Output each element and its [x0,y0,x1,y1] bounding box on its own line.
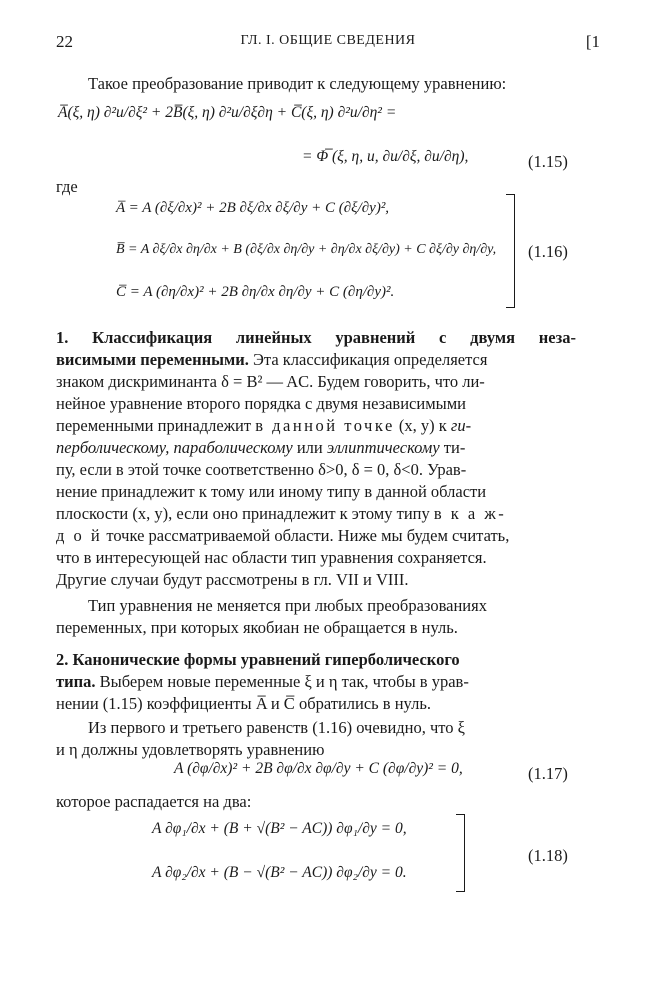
section1-line1 [56,350,576,370]
section1-line4-b: (x, y) к [398,416,447,435]
section2-line4: и η должны удовлетворять уравнению [56,740,325,759]
section1-heading-b: висимыми переменными. [56,350,249,369]
section1-heading-a: 1. Классификация линейных уравнений с двумя неза- [56,328,576,347]
section2-line1-rest: Выберем новые переменные ξ и η так, чтобы в урав- [99,672,469,691]
where-label: где [56,177,78,196]
section1-line5-b: ти- [443,438,466,457]
section1-para2-line2: переменных, при которых якобиан не обращается в нуль. [56,618,458,637]
intro-text: Такое преобразование приводит к следующему уравнению: [88,74,507,93]
equation-1-17-number: (1.17) [528,764,568,783]
splits-text: которое распадается на два: [56,792,252,811]
equation-1-18-a: A ∂φ₁/∂x + (B + √(B² − AC)) ∂φ₁/∂y = 0, [152,820,407,837]
section1-line6: пу, если в этой точке соответственно δ>0, δ = 0, δ<0. Урав- [56,460,467,479]
section2-line3: Из первого и третьего равенств (1.16) очевидно, что ξ [88,718,466,737]
section2-line1 [56,672,469,692]
equation-1-15-line1: A̅(ξ, η) ∂²u/∂ξ² + 2B̅(ξ, η) ∂²u/∂ξ∂η + C̅(ξ, η) ∂²u/∂η² = [58,104,397,121]
equation-1-18-brace [456,814,465,892]
section1-line4 [56,416,471,436]
section1-line8-a: плоскости (x, y), если оно принадлежит к этому типу [56,504,430,523]
running-header [56,32,600,56]
section2-heading-line [56,650,460,670]
section1-line9-spaced: д о й [56,526,103,545]
equation-1-16-a: A̅ = A (∂ξ/∂x)² + 2B ∂ξ/∂x ∂ξ/∂y + C (∂ξ/∂y)², [116,200,390,216]
equation-1-16-c: C̅ = A (∂η/∂x)² + 2B ∂η/∂x ∂η/∂y + C (∂η/∂y)². [116,284,395,300]
section1-line4-spaced: в данной точке [255,416,395,435]
section2-heading-b: типа. [56,672,96,691]
section1-line5-italic: перболическому, параболическому [56,438,293,457]
section1-line9-b: точке рассматриваемой области. Ниже мы будем считать, [106,526,510,545]
equation-1-16-number: (1.16) [528,242,568,261]
equation-1-15-number: (1.15) [528,152,568,171]
section1-line7: нение принадлежит к тому или иному типу в данной области [56,482,487,501]
section1-line4-a: переменными принадлежит [56,416,252,435]
section2-line2: нении (1.15) коэффициенты A̅ и C̅ обратились в нуль. [56,694,431,713]
section1-line3: нейное уравнение второго порядка с двумя независимыми [56,394,467,413]
section1-line11: Другие случаи будут рассмотрены в гл. VII и VIII. [56,570,409,589]
section1-line5-a: или [296,438,323,457]
section1-line2: знаком дискриминанта δ = B² — AC. Будем говорить, что ли- [56,372,485,391]
section1-line5-italic2: эллиптическому [326,438,440,457]
equation-1-16-b: B̅ = A ∂ξ/∂x ∂η/∂x + B (∂ξ/∂x ∂η/∂y + ∂η/∂x ∂ξ/∂y) + C ∂ξ/∂y ∂η/∂y, [116,242,497,257]
section1-heading-line [56,328,576,348]
section1-line5 [56,438,465,458]
page-number: 22 [56,32,73,51]
chapter-title: ГЛ. I. ОБЩИЕ СВЕДЕНИЯ [240,33,416,48]
section1-line8-spaced: в к а ж- [433,504,507,523]
equation-1-15-line2: = Φ̅ (ξ, η, u, ∂u/∂ξ, ∂u/∂η), [302,148,469,165]
equation-1-18-number: (1.18) [528,846,568,865]
section1-line9 [56,526,509,546]
section1-line10: что в интересующей нас области тип уравнения сохраняется. [56,548,487,567]
section1-line1-rest: Эта классификация определяется [253,350,488,369]
equation-1-16-brace [506,194,515,308]
section1-line8 [56,504,506,524]
equation-1-18-b: A ∂φ₂/∂x + (B − √(B² − AC)) ∂φ₂/∂y = 0. [152,864,407,881]
section1-para2-line1: Тип уравнения не меняется при любых преобразованиях [88,596,487,615]
section2-heading-a: 2. Канонические формы уравнений гиперболического [56,650,460,669]
section1-line4-italic: ги- [450,416,472,435]
equation-1-17: A (∂φ/∂x)² + 2B ∂φ/∂x ∂φ/∂y + C (∂φ/∂y)² = 0, [174,760,463,777]
section-marker: [1 [585,32,600,51]
